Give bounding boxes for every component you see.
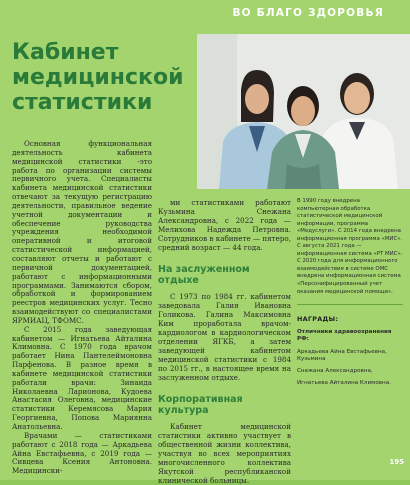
awardee-name: Снежана Александровна, [297, 368, 373, 375]
awardee-name: Аркадьева Айна Евстафьевна, Кузьмина [297, 348, 387, 362]
subheading-retired: На заслуженном отдыхе [158, 264, 250, 286]
body-paragraph: Основная функциональная деятельность кабинета медицинской статистики -это работа по организации системы первичного учета. Специалисты кабинета медицинской статистики отвечают за текущую регистрацию деятельности, правильное ведение учетной документации и обеспечение руководства учреждения необходимой оперативной и итоговой статистической информацией, составляют отчеты и работают с первичной документацией, работают с информационными программами. Занимаются сбором, обработкой и формированием реестров медицинских услуг. Тесно взаимодействуют со специалистами ЯРМИАЦ, ТФОМС. [12, 139, 152, 325]
body-paragraph: Кабинет медицинской статистики активно участвует в общественной жизни коллектива, участвуя во всех мероприятиях многочисленного коллектива Якутской республиканской клинической больницы. [158, 422, 291, 485]
article-column-2 [158, 198, 291, 485]
awardee-name: Игнатьева Айталина Климовна. [297, 380, 391, 387]
body-paragraph: Врачами — статистиками работают с 2018 года — Аркадьева Айна Евстафьевна, с 2019 года — Сивцева Ксения Антоновна. Медицински- [12, 430, 152, 476]
subheading-corporate-culture: Корпоративная культура [158, 394, 243, 416]
awards-heading: НАГРАДЫ: [297, 315, 339, 324]
title-line: медицинской [12, 65, 184, 90]
page-number: 195 [389, 458, 404, 466]
article-column-1 [12, 140, 152, 476]
section-label: ВО БЛАГО ЗДОРОВЬЯ [232, 7, 384, 19]
body-paragraph: С 2015 года заведующая кабинетом — Игнатьева Айталина Климовна. С 1970 года врачом работает Нина Пантелеймоновна Парфенова. В разное время в кабинете медицинской статистики работали врачи: Зинаида Николаевна Ларионова, Кудоева Анастасия Олеговна, медицинские статистики Керемясова Мария Георгиевна, Попова Мариянна Анатольевна. [12, 324, 152, 431]
sidebar-info-text: В 1990 году внедрена компьютерная обработка статистической медицинской информации, программа «Медуслуги». С 2014 года внедрена информационная программа «МИС». С августа 2021 года — информационная система «РТ МИС». С 2020 года для информационного взаимодействия в системе ОМС внедрена информационная система «Персонифицированный учет оказания медицинской помощи». [297, 198, 403, 295]
sidebar-divider [297, 304, 403, 305]
section-header [0, 0, 410, 30]
awards-subheading: Отличники здравоохранения РФ: [297, 329, 392, 343]
info-sidebar [297, 198, 403, 476]
article-title [12, 40, 202, 115]
title-line: Кабинет [12, 40, 119, 65]
body-paragraph: С 1973 по 1984 гг. кабинетом заведовала Галия Ивановна Голикова. Галина Максимовна Ким проработала врачом-кардиологом в кардиологическом отделении ЯГКБ, а затем заведующей кабинетом медицинской статистики с 1984 по 2015 гг., в настоящее время на заслуженном отдыхе. [158, 292, 291, 382]
title-line: статистики [12, 90, 153, 115]
body-paragraph: ми статистиками работают Кузьмина Снежана Александровна, с 2022 года — Мелихова Надежда Петровна. Сотрудников в кабинете — пятеро, средний возраст — 44 года. [158, 198, 291, 252]
staff-photo [197, 34, 410, 189]
